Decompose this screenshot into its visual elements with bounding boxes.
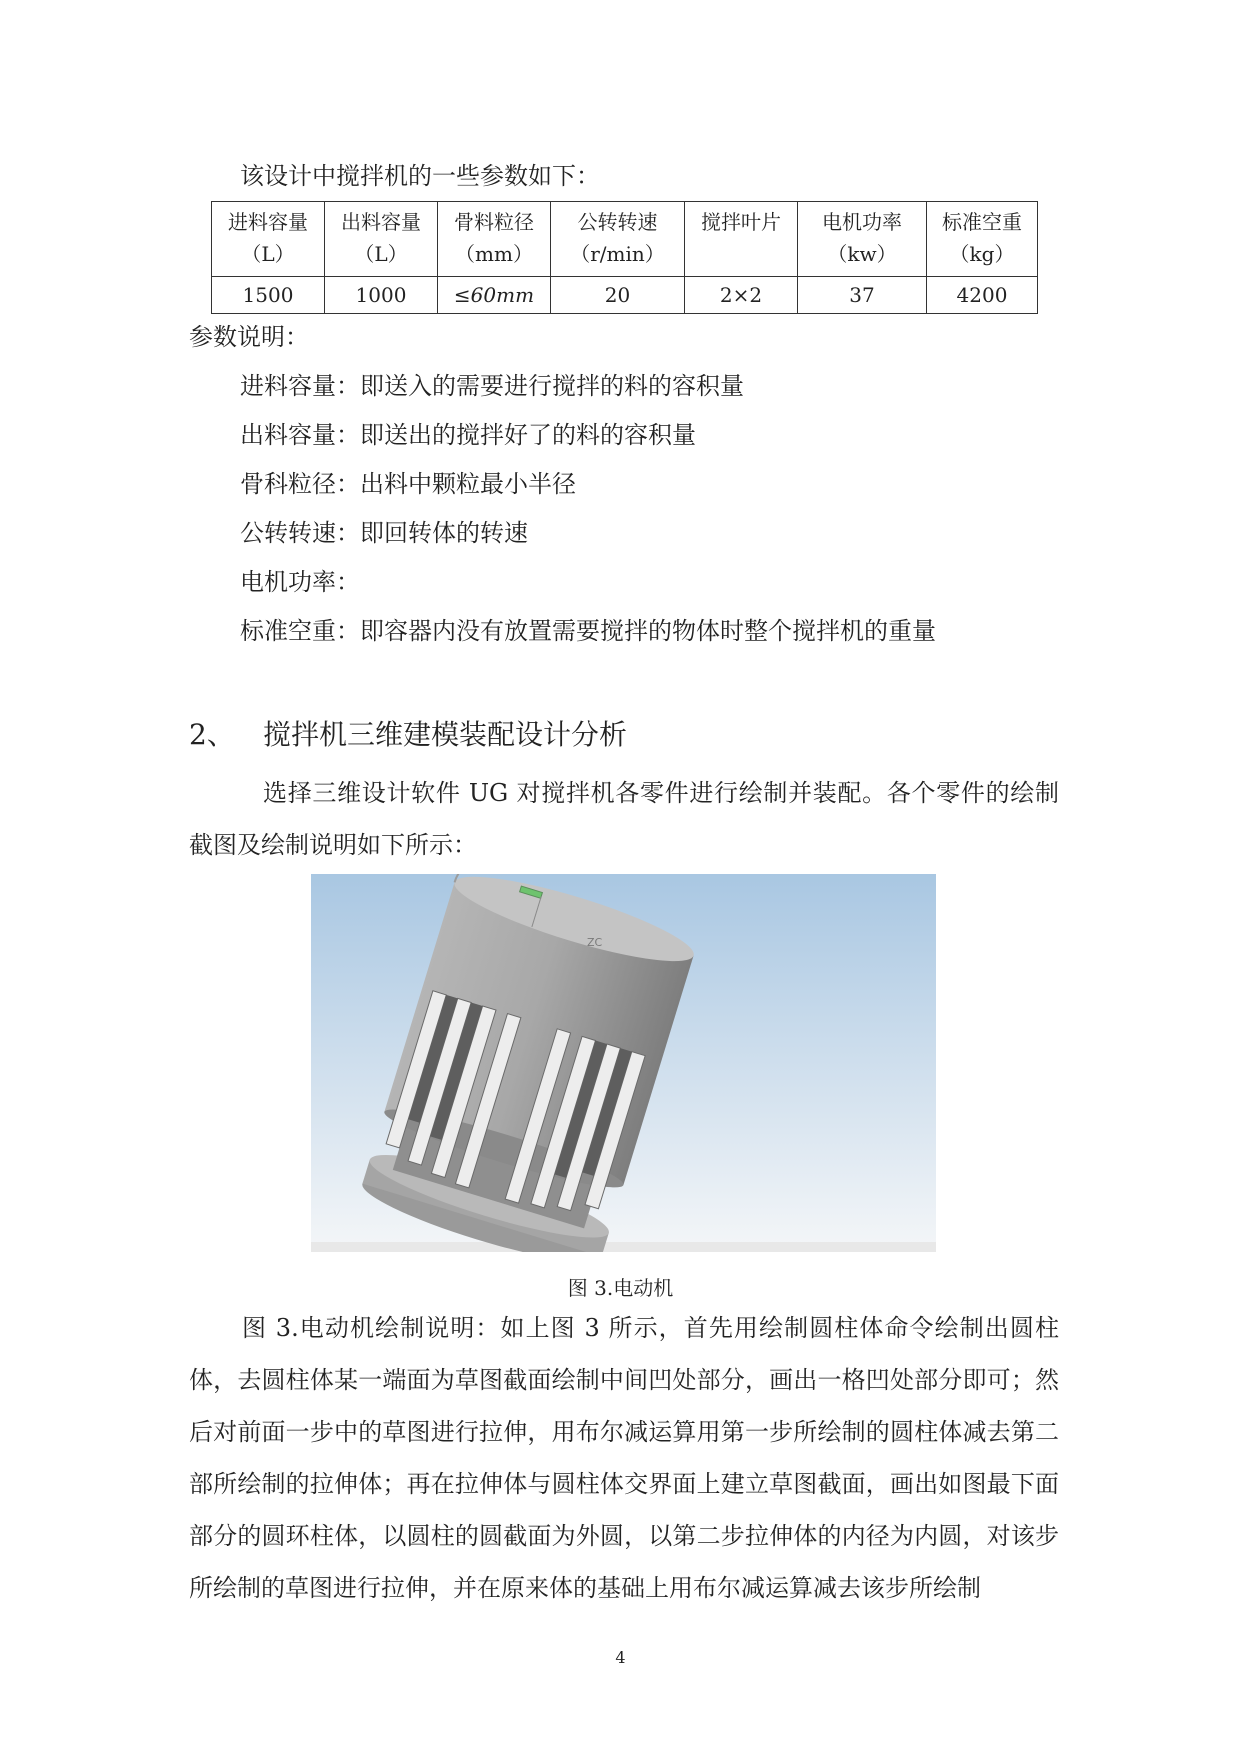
table-header-cell: 进料容量 （L） xyxy=(212,202,325,277)
table-header-cell: 标准空重 （kg） xyxy=(927,202,1038,277)
explanation-heading: 参数说明： xyxy=(189,323,309,351)
section-number: 2、 xyxy=(189,718,235,751)
table-cell: 20 xyxy=(551,277,685,314)
table-cell: ≤60mm xyxy=(438,277,551,314)
axis-label: ZC xyxy=(587,936,603,949)
table-header-cell: 搅拌叶片 xyxy=(685,202,798,277)
table-cell: 37 xyxy=(798,277,927,314)
table-value-row xyxy=(212,277,1038,314)
table-cell: 1500 xyxy=(212,277,325,314)
section-heading xyxy=(189,718,628,751)
table-header-cell: 公转转速 （r/min） xyxy=(551,202,685,277)
table-header-cell: 骨料粒径 （mm） xyxy=(438,202,551,277)
table-cell: 1000 xyxy=(325,277,438,314)
table-header-row xyxy=(212,202,1038,277)
figure-description: 图 3.电动机绘制说明：如上图 3 所示，首先用绘制圆柱体命令绘制出圆柱体，去圆柱体某一端面为草图截面绘制中间凹处部分，画出一格凹处部分即可；然后对前面一步中的草图进行拉伸，用布尔减运算用第一步所绘制的圆柱体减去第二部所绘制的拉伸体；再在拉伸体与圆柱体交界面上建立草图截面，画出如图最下面部分的圆环柱体，以圆柱的圆截面为外圆，以第二步拉伸体的内径为内圆，对该步所绘制的草图进行拉伸，并在原来体的基础上用布尔减运算减去该步所绘制 xyxy=(189,1314,1059,1602)
table-cell: 2×2 xyxy=(685,277,798,314)
page-number: 4 xyxy=(615,1648,626,1667)
table-cell: 4200 xyxy=(927,277,1038,314)
explanation-item: 进料容量：即送入的需要进行搅拌的料的容积量 xyxy=(240,372,744,400)
table-header-cell: 电机功率 （kw） xyxy=(798,202,927,277)
figure-caption: 图 3.电动机 xyxy=(567,1276,674,1300)
section-title: 搅拌机三维建模装配设计分析 xyxy=(263,718,628,751)
parameter-table xyxy=(211,201,1038,314)
section-paragraph: 选择三维设计软件 UG 对搅拌机各零件进行绘制并装配。各个零件的绘制截图及绘制说明如下所示： xyxy=(189,779,1059,859)
explanation-item: 骨科粒径：出料中颗粒最小半径 xyxy=(240,470,576,498)
explanation-item: 标准空重：即容器内没有放置需要搅拌的物体时整个搅拌机的重量 xyxy=(240,617,936,645)
explanation-item: 公转转速：即回转体的转速 xyxy=(240,519,528,547)
intro-text: 该设计中搅拌机的一些参数如下： xyxy=(240,162,600,190)
motor-3d-render xyxy=(311,874,936,1252)
table-header-cell: 出料容量 （L） xyxy=(325,202,438,277)
explanation-item: 电机功率： xyxy=(240,568,360,596)
explanation-item: 出料容量：即送出的搅拌好了的料的容积量 xyxy=(240,421,696,449)
